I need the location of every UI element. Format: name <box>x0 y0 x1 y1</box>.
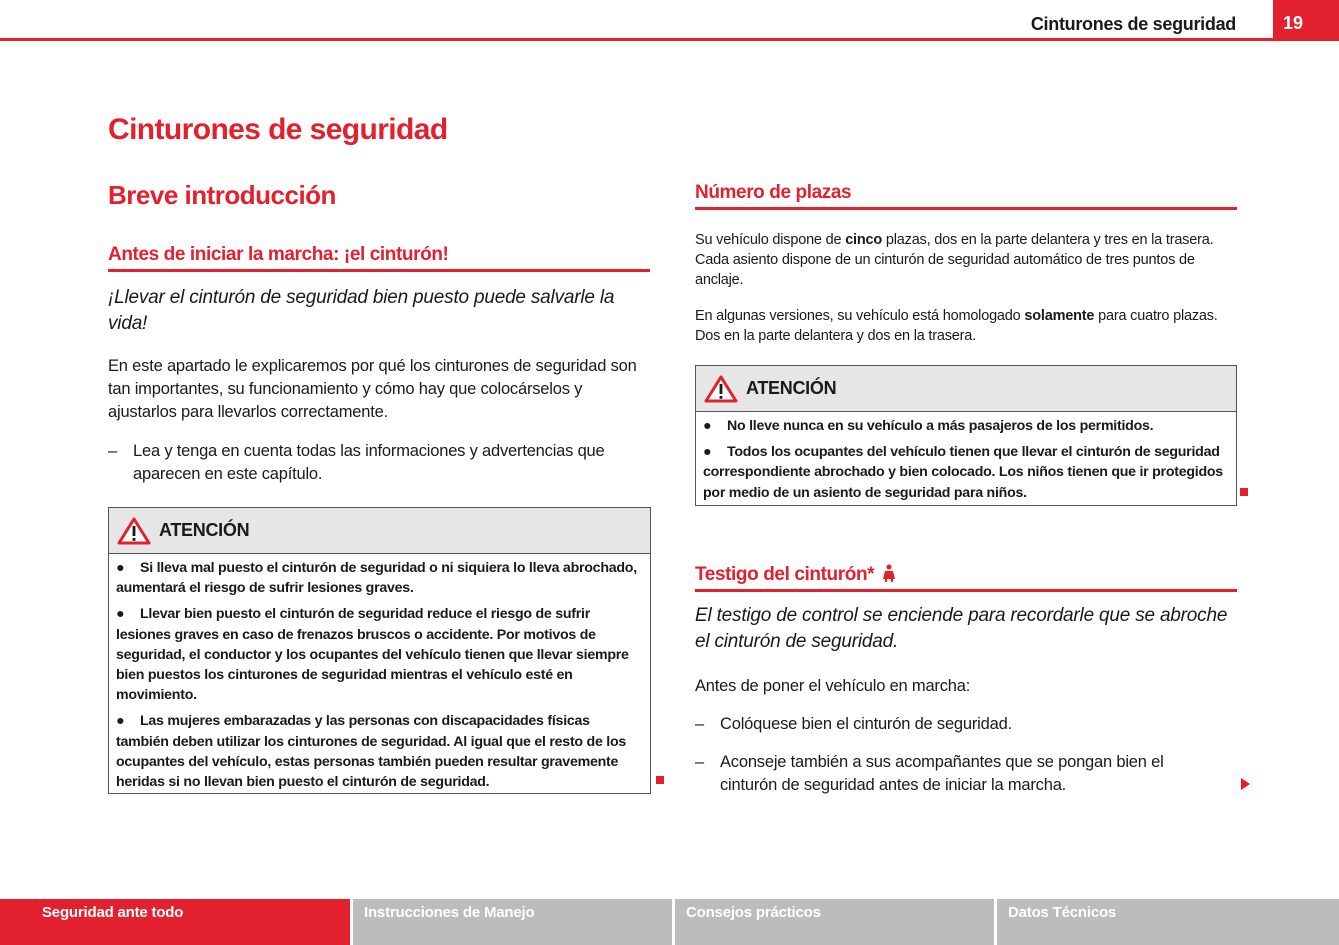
dash-item-text: Lea y tenga en cuenta todas las informaciones y advertencias que aparecen en este capítulo. <box>133 442 605 483</box>
tab-datos-tecnicos[interactable]: Datos Técnicos <box>997 899 1339 945</box>
bullet-icon: ● <box>116 713 125 730</box>
tab-consejos-practicos[interactable]: Consejos prácticos <box>675 899 994 945</box>
warning-title: ATENCIÓN <box>159 520 250 540</box>
warning-header <box>696 366 1236 412</box>
dash-bullet: – <box>695 715 704 733</box>
plazas-paragraph-2 <box>695 306 1240 346</box>
warning-item-text: Las mujeres embarazadas y las personas con discapacidades físicas también deben utilizar los cinturones de seguridad. Al igual que el resto de los ocupantes del vehículo, estas personas también pueden resultar gravemente heridas si no llevan bien puesto el cinturón de seguridad. <box>116 713 627 791</box>
end-of-section-marker <box>1240 488 1248 496</box>
tab-instrucciones-de-manejo[interactable]: Instrucciones de Manejo <box>353 899 672 945</box>
testigo-title-text: Testigo del cinturón* <box>695 564 875 585</box>
dash-item <box>108 440 653 486</box>
bullet-icon: ● <box>116 560 125 576</box>
dash-bullet: – <box>108 442 117 460</box>
warning-box-right <box>695 365 1237 506</box>
footer-tabs <box>0 899 1339 945</box>
dash-bullet: – <box>695 753 704 771</box>
seatbelt-warning-icon <box>882 564 896 582</box>
warning-box-left <box>108 507 651 794</box>
continue-arrow-icon[interactable] <box>1241 778 1250 790</box>
warning-item-text: Todos los ocupantes del vehículo tienen que llevar el cinturón de seguridad correspondiente abrochado y bien colocado. Los niños tienen que ir protegidos por medio de un asiento de seguridad para niños. <box>703 444 1223 501</box>
bullet-icon: ● <box>703 418 712 434</box>
testigo-intro: Antes de poner el vehículo en marcha: <box>695 677 971 695</box>
header-rule <box>0 38 1339 41</box>
intro-paragraph: En este apartado le explicaremos por qué los cinturones de seguridad son tan importantes, su funcionamiento y cómo hay que colocárselos y ajustarlos para llevarlos correctamente. <box>108 357 637 421</box>
text: Su vehículo dispone de <box>695 232 846 248</box>
warning-triangle-icon <box>117 517 151 545</box>
plazas-paragraph-1 <box>695 230 1240 290</box>
dash-item <box>695 713 1240 736</box>
subsection-title-plazas: Número de plazas <box>695 182 1237 210</box>
warning-body <box>696 412 1236 507</box>
warning-item-text: Si lleva mal puesto el cinturón de seguridad o ni siquiera lo lleva abrochado, aumentará el riesgo de sufrir lesiones graves. <box>116 560 637 597</box>
dash-item-text: Aconseje también a sus acompañantes que se pongan bien el cinturón de seguridad antes de iniciar la marcha. <box>720 753 1164 794</box>
chapter-title: Cinturones de seguridad <box>108 113 448 146</box>
text: En algunas versiones, su vehículo está homologado <box>695 308 1025 324</box>
lead-text-right: El testigo de control se enciende para recordarle que se abroche el cinturón de seguridad. <box>695 605 1228 652</box>
section-title: Breve introducción <box>108 180 336 210</box>
subsection-title-testigo <box>695 564 1237 592</box>
subsection-title-antes: Antes de iniciar la marcha: ¡el cinturón! <box>108 244 650 272</box>
dash-item <box>695 751 1225 797</box>
end-of-section-marker <box>656 776 664 784</box>
warning-item <box>703 416 1229 436</box>
tab-seguridad-ante-todo[interactable]: Seguridad ante todo <box>0 899 350 945</box>
text: plazas, dos en la parte delantera y tres en la trasera. Cada asiento dispone de un cinturón de seguridad automático de tres puntos de anclaje. <box>695 232 1214 288</box>
bold-text: solamente <box>1024 308 1095 324</box>
warning-item <box>116 558 643 598</box>
bullet-icon: ● <box>703 444 712 461</box>
dash-item-text: Colóquese bien el cinturón de seguridad. <box>720 715 1012 733</box>
bold-text: cinco <box>845 232 883 248</box>
page-number: 19 <box>1273 0 1339 40</box>
warning-triangle-icon <box>704 375 738 403</box>
text: para cuatro plazas. Dos en la parte delantera y dos en la trasera. <box>695 308 1218 344</box>
running-header-title: Cinturones de seguridad <box>1030 14 1236 34</box>
warning-item <box>703 442 1229 503</box>
warning-body <box>109 554 650 796</box>
warning-item-text: No lleve nunca en su vehículo a más pasajeros de los permitidos. <box>727 418 1154 434</box>
bullet-icon: ● <box>116 606 125 623</box>
warning-item <box>116 604 643 705</box>
warning-title: ATENCIÓN <box>746 378 837 398</box>
lead-text-left: ¡Llevar el cinturón de seguridad bien puesto puede salvarle la vida! <box>108 287 615 334</box>
warning-item-text: Llevar bien puesto el cinturón de seguridad reduce el riesgo de sufrir lesiones graves en caso de frenazos bruscos o accidente. Por motivos de seguridad, el conductor y los ocupantes del vehículo tienen que llevar siempre bien puestos los cinturones de seguridad mientras el vehículo esté en movimiento. <box>116 606 629 704</box>
warning-item <box>116 711 643 792</box>
warning-header <box>109 508 650 554</box>
